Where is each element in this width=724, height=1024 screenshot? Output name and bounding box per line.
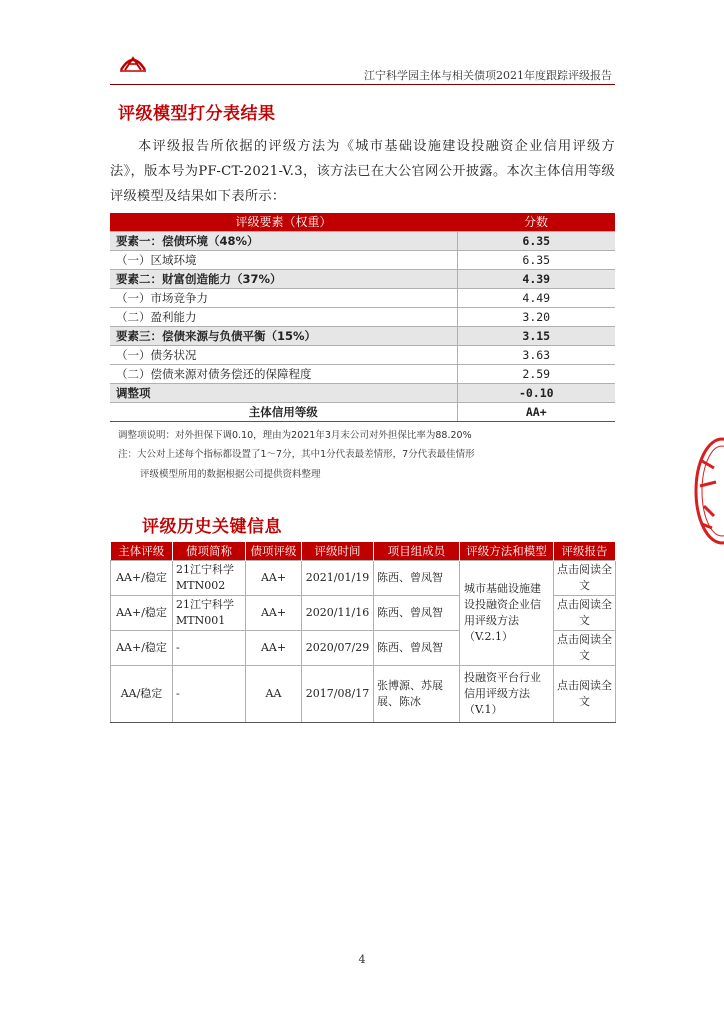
table-row — [110, 327, 615, 346]
bond-name: - — [173, 631, 246, 666]
rating-method: 城市基础设施建设投融资企业信用评级方法（V.2.1） — [460, 561, 554, 666]
column-header: 债项评级 — [246, 542, 302, 561]
table-row — [110, 251, 615, 270]
table-row — [110, 232, 615, 251]
element-label: 要素一：偿债环境（48%） — [110, 232, 457, 251]
element-score: 3.63 — [457, 346, 615, 365]
rating-date: 2020/07/29 — [302, 631, 374, 666]
intro-paragraph: 本评级报告所依据的评级方法为《城市基础设施建设投融资企业信用评级方法》，版本号为PF-CT-2021-V.3，该方法已在大公官网公开披露。本次主体信用等级评级模型及结果如下表所示： — [110, 139, 615, 204]
rating-history-table — [110, 542, 616, 723]
column-header: 评级时间 — [302, 542, 374, 561]
section-title-history: 评级历史关键信息 — [142, 517, 282, 537]
element-score: 6.35 — [457, 232, 615, 251]
column-header: 债项简称 — [173, 542, 246, 561]
rating-date: 2020/11/16 — [302, 596, 374, 631]
table-row — [110, 384, 615, 403]
element-score: 2.59 — [457, 365, 615, 384]
table-row — [110, 365, 615, 384]
rating-date: 2017/08/17 — [302, 666, 374, 723]
table-row — [110, 346, 615, 365]
scale-note: 注：大公对上述每个指标都设置了1～7分，其中1分代表最差情形，7分代表最佳情形 — [118, 449, 475, 460]
bond-rating: AA+ — [246, 596, 302, 631]
page-number: 4 — [358, 953, 366, 966]
element-label: （二）盈利能力 — [110, 308, 457, 327]
team-members: 张博源、苏展展、陈冰 — [374, 666, 460, 723]
table-row — [110, 270, 615, 289]
element-score: 3.20 — [457, 308, 615, 327]
rating-date: 2021/01/19 — [302, 561, 374, 596]
column-header: 分数 — [457, 213, 615, 232]
element-label: 要素二：财富创造能力（37%） — [110, 270, 457, 289]
column-header: 评级要素（权重） — [110, 213, 457, 232]
element-label: 调整项 — [110, 384, 457, 403]
team-members: 陈西、曾凤智 — [374, 561, 460, 596]
column-header: 项目组成员 — [374, 542, 460, 561]
model-score-table — [110, 213, 615, 422]
element-score: 3.15 — [457, 327, 615, 346]
read-report-link[interactable]: 点击阅读全文 — [554, 631, 616, 666]
element-label: （一）市场竞争力 — [110, 289, 457, 308]
header-rule — [110, 84, 615, 85]
element-score: 6.35 — [457, 251, 615, 270]
element-score: -0.10 — [457, 384, 615, 403]
element-score: 4.39 — [457, 270, 615, 289]
header-title: 江宁科学园主体与相关债项2021年度跟踪评级报告 — [364, 69, 612, 82]
column-header: 评级方法和模型 — [460, 542, 554, 561]
table-row — [110, 289, 615, 308]
column-header: 评级报告 — [554, 542, 616, 561]
element-label: 要素三：偿债来源与负债平衡（15%） — [110, 327, 457, 346]
team-members: 陈西、曾凤智 — [374, 596, 460, 631]
read-report-link[interactable]: 点击阅读全文 — [554, 596, 616, 631]
column-header: 主体评级 — [111, 542, 173, 561]
bond-name: 21江宁科学MTN002 — [173, 561, 246, 596]
table-header-row — [110, 213, 615, 232]
source-note: 评级模型所用的数据根据公司提供资料整理 — [140, 469, 321, 480]
element-label: 主体信用等级 — [110, 403, 457, 422]
section-title-model: 评级模型打分表结果 — [118, 104, 276, 124]
bond-name: 21江宁科学MTN001 — [173, 596, 246, 631]
issuer-rating: AA+/稳定 — [111, 631, 173, 666]
table-row — [110, 308, 615, 327]
read-report-link[interactable]: 点击阅读全文 — [554, 561, 616, 596]
bond-name: - — [173, 666, 246, 723]
table-row — [110, 403, 615, 422]
issuer-rating: AA+/稳定 — [111, 596, 173, 631]
table-header-row — [111, 542, 616, 561]
element-score: AA+ — [457, 403, 615, 422]
table-row — [111, 666, 616, 723]
element-score: 4.49 — [457, 289, 615, 308]
bond-rating: AA+ — [246, 631, 302, 666]
issuer-rating: AA/稳定 — [111, 666, 173, 723]
rating-method: 投融资平台行业信用评级方法（V.1） — [460, 666, 554, 723]
team-members: 陈西、曾凤智 — [374, 631, 460, 666]
element-label: （一）区域环境 — [110, 251, 457, 270]
bond-rating: AA+ — [246, 561, 302, 596]
table-row — [111, 561, 616, 596]
dagong-logo — [118, 52, 148, 74]
adjustment-note: 调整项说明：对外担保下调0.10，理由为2021年3月末公司对外担保比率为88.20% — [118, 430, 472, 441]
bond-rating: AA — [246, 666, 302, 723]
seal-stamp — [694, 436, 724, 546]
element-label: （二）偿债来源对债务偿还的保障程度 — [110, 365, 457, 384]
issuer-rating: AA+/稳定 — [111, 561, 173, 596]
read-report-link[interactable]: 点击阅读全文 — [554, 666, 616, 723]
element-label: （一）债务状况 — [110, 346, 457, 365]
